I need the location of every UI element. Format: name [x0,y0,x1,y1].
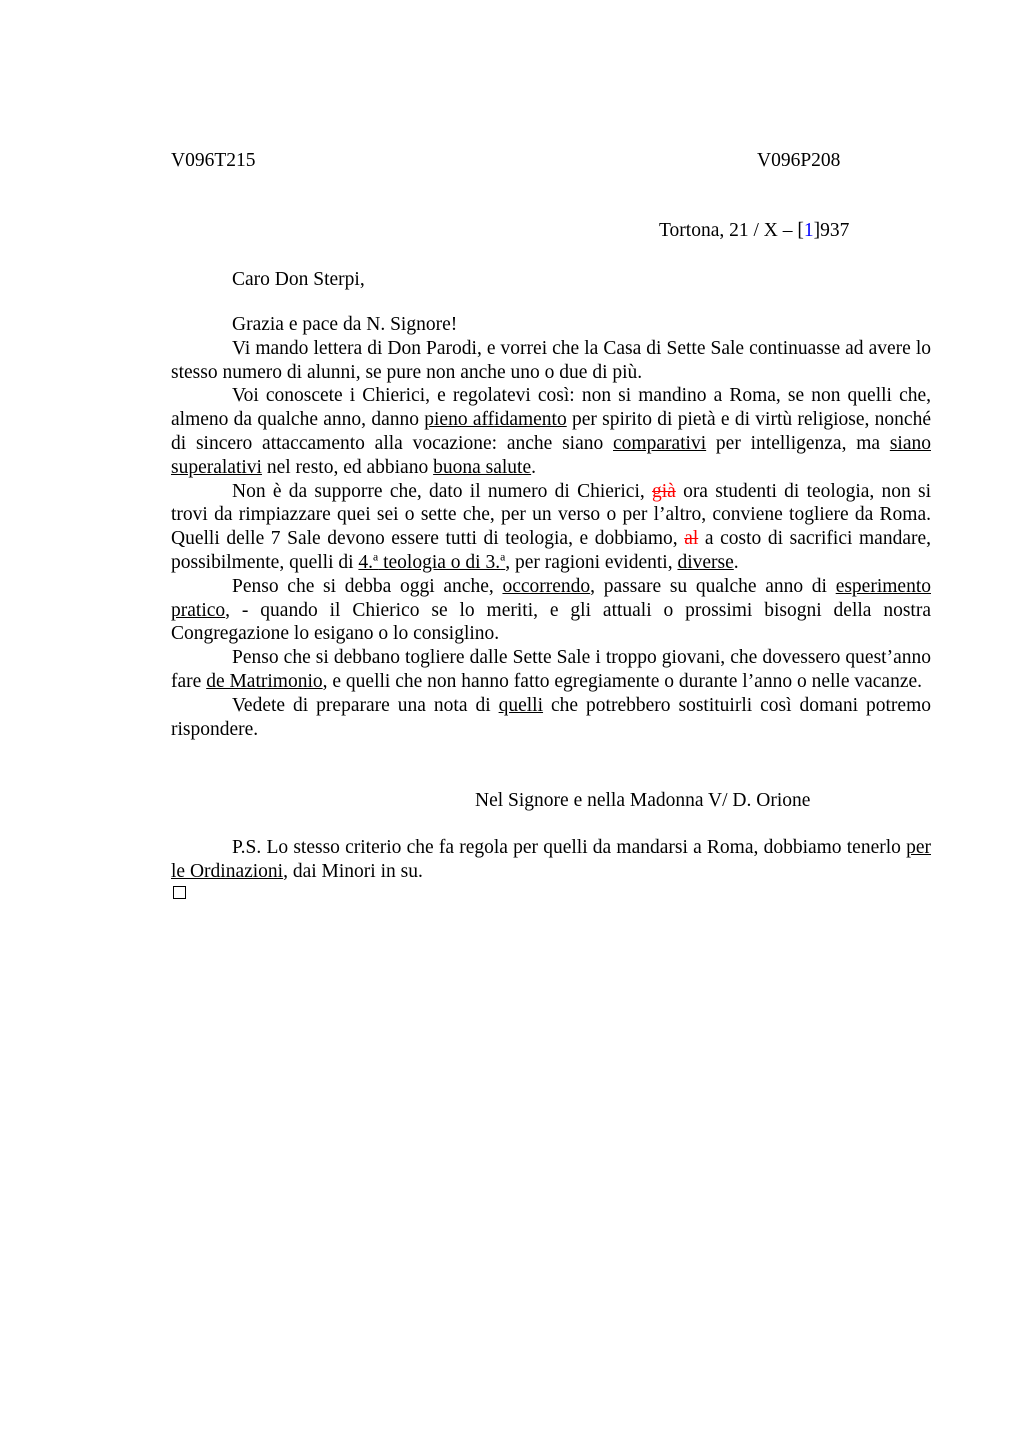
p2-underlined-1: pieno affidamento [424,409,567,431]
postscript [171,836,931,884]
p5-text-b: , e quelli che non hanno fatto egregiamente o durante l’anno o nelle vacanze. [322,670,923,692]
p2-underlined-4: buona salute [433,456,532,478]
p3-text-a: Non è da supporre che, dato il numero di Chierici, [232,480,652,502]
p6-underlined-1: quelli [498,694,544,716]
p4-text-b: , passare su qualche anno di [590,575,836,597]
end-marker-box-icon [173,886,186,899]
p6-text-b: che potrebbero sostituirli così domani potremo rispondere. [171,694,932,740]
left-archive-code: V096T215 [171,150,256,171]
ps-underlined-1: per le Ordinazioni [171,837,931,882]
postscript-block [171,836,931,884]
salutation: Caro Don Sterpi, [232,269,365,290]
p4-text-c: , - quando il Chierico se lo meriti, e gli attuali o prossimi bisogni della nostra Congregazione lo esigano o lo consiglino. [171,599,931,645]
paragraph-4 [171,575,931,646]
p2-underlined-2: comparativi [613,432,707,454]
p3-underlined-1a: 4. [358,551,374,573]
p2-text-a: Voi conoscete i Chierici, e regolatevi così: non si mandino a Roma, se non quelli che, almeno da qualche anno, danno [171,385,931,431]
paragraph-2 [171,384,931,479]
p3-underlined-1 [358,552,505,573]
paragraph-3 [171,480,931,575]
p2-text-d: nel resto, ed abbiano [261,456,434,478]
dateline-year-tail: ]937 [813,220,850,241]
p3-text-e: . [733,551,739,573]
p3-text-d: , per ragioni evidenti, [505,551,678,573]
p5-text-a: Penso che si debbano togliere dalle Sette Sale i troppo giovani, che dovessero quest’anno fare [171,647,931,692]
ps-text-b: , dai Minori in su. [283,860,423,882]
p4-underlined-1: occorrendo [502,575,591,597]
dateline-place-date: Tortona, 21 / X – [ [659,220,804,241]
p4-underlined-2: esperimento pratico [171,575,931,621]
ps-text-a: P.S. Lo stesso criterio che fa regola per quelli da mandarsi a Roma, dobbiamo tenerlo [232,837,907,858]
p3-underlined-1b: teologia o di 3. [378,551,501,573]
p3-superscript-2: a [500,550,506,564]
p2-text-c: per intelligenza, ma [706,432,890,454]
p3-deleted-word-2: al [684,528,699,550]
p3-superscript-1: a [373,550,379,564]
dateline [659,219,849,243]
p5-underlined-1: de Matrimonio [206,670,323,692]
p3-underlined-2: diverse [677,551,734,573]
paragraph-1: Vi mando lettera di Don Parodi, e vorrei che la Casa di Sette Sale continuasse ad avere lo stesso numero di alunni, se pure non anche uno o due di più. [171,337,931,383]
paragraph-5 [171,646,931,694]
paragraph-6 [171,694,931,742]
greeting: Grazia e pace da N. Signore! [232,314,458,335]
letter-body [171,313,931,741]
closing-signature: Nel Signore e nella Madonna V/ D. Orione [475,790,811,811]
p2-text-b: per spirito di pietà e di virtù religiose, nonché di sincero attaccamento alla vocazione: anche siano [171,409,931,454]
p4-text-a: Penso che si debba oggi anche, [232,575,503,597]
p3-text-b: ora studenti di teologia, non si trovi da rimpiazzare quei sei o sette che, per un verso o per l’altro, conviene togliere da Roma. Quelli delle 7 Sale devono essere tutti di teologia, e dobbiamo, [171,480,931,550]
p6-text-a: Vedete di preparare una nota di [232,694,499,716]
p3-text-c: a costo di sacrifici mandare, possibilmente, quelli di [171,528,931,573]
right-archive-code: V096P208 [757,150,841,171]
p3-deleted-word-1: già [652,480,676,502]
dateline-restored-digit: 1 [803,220,814,241]
p2-underlined-3: siano superalativi [171,432,931,478]
p2-text-e: . [531,456,536,478]
